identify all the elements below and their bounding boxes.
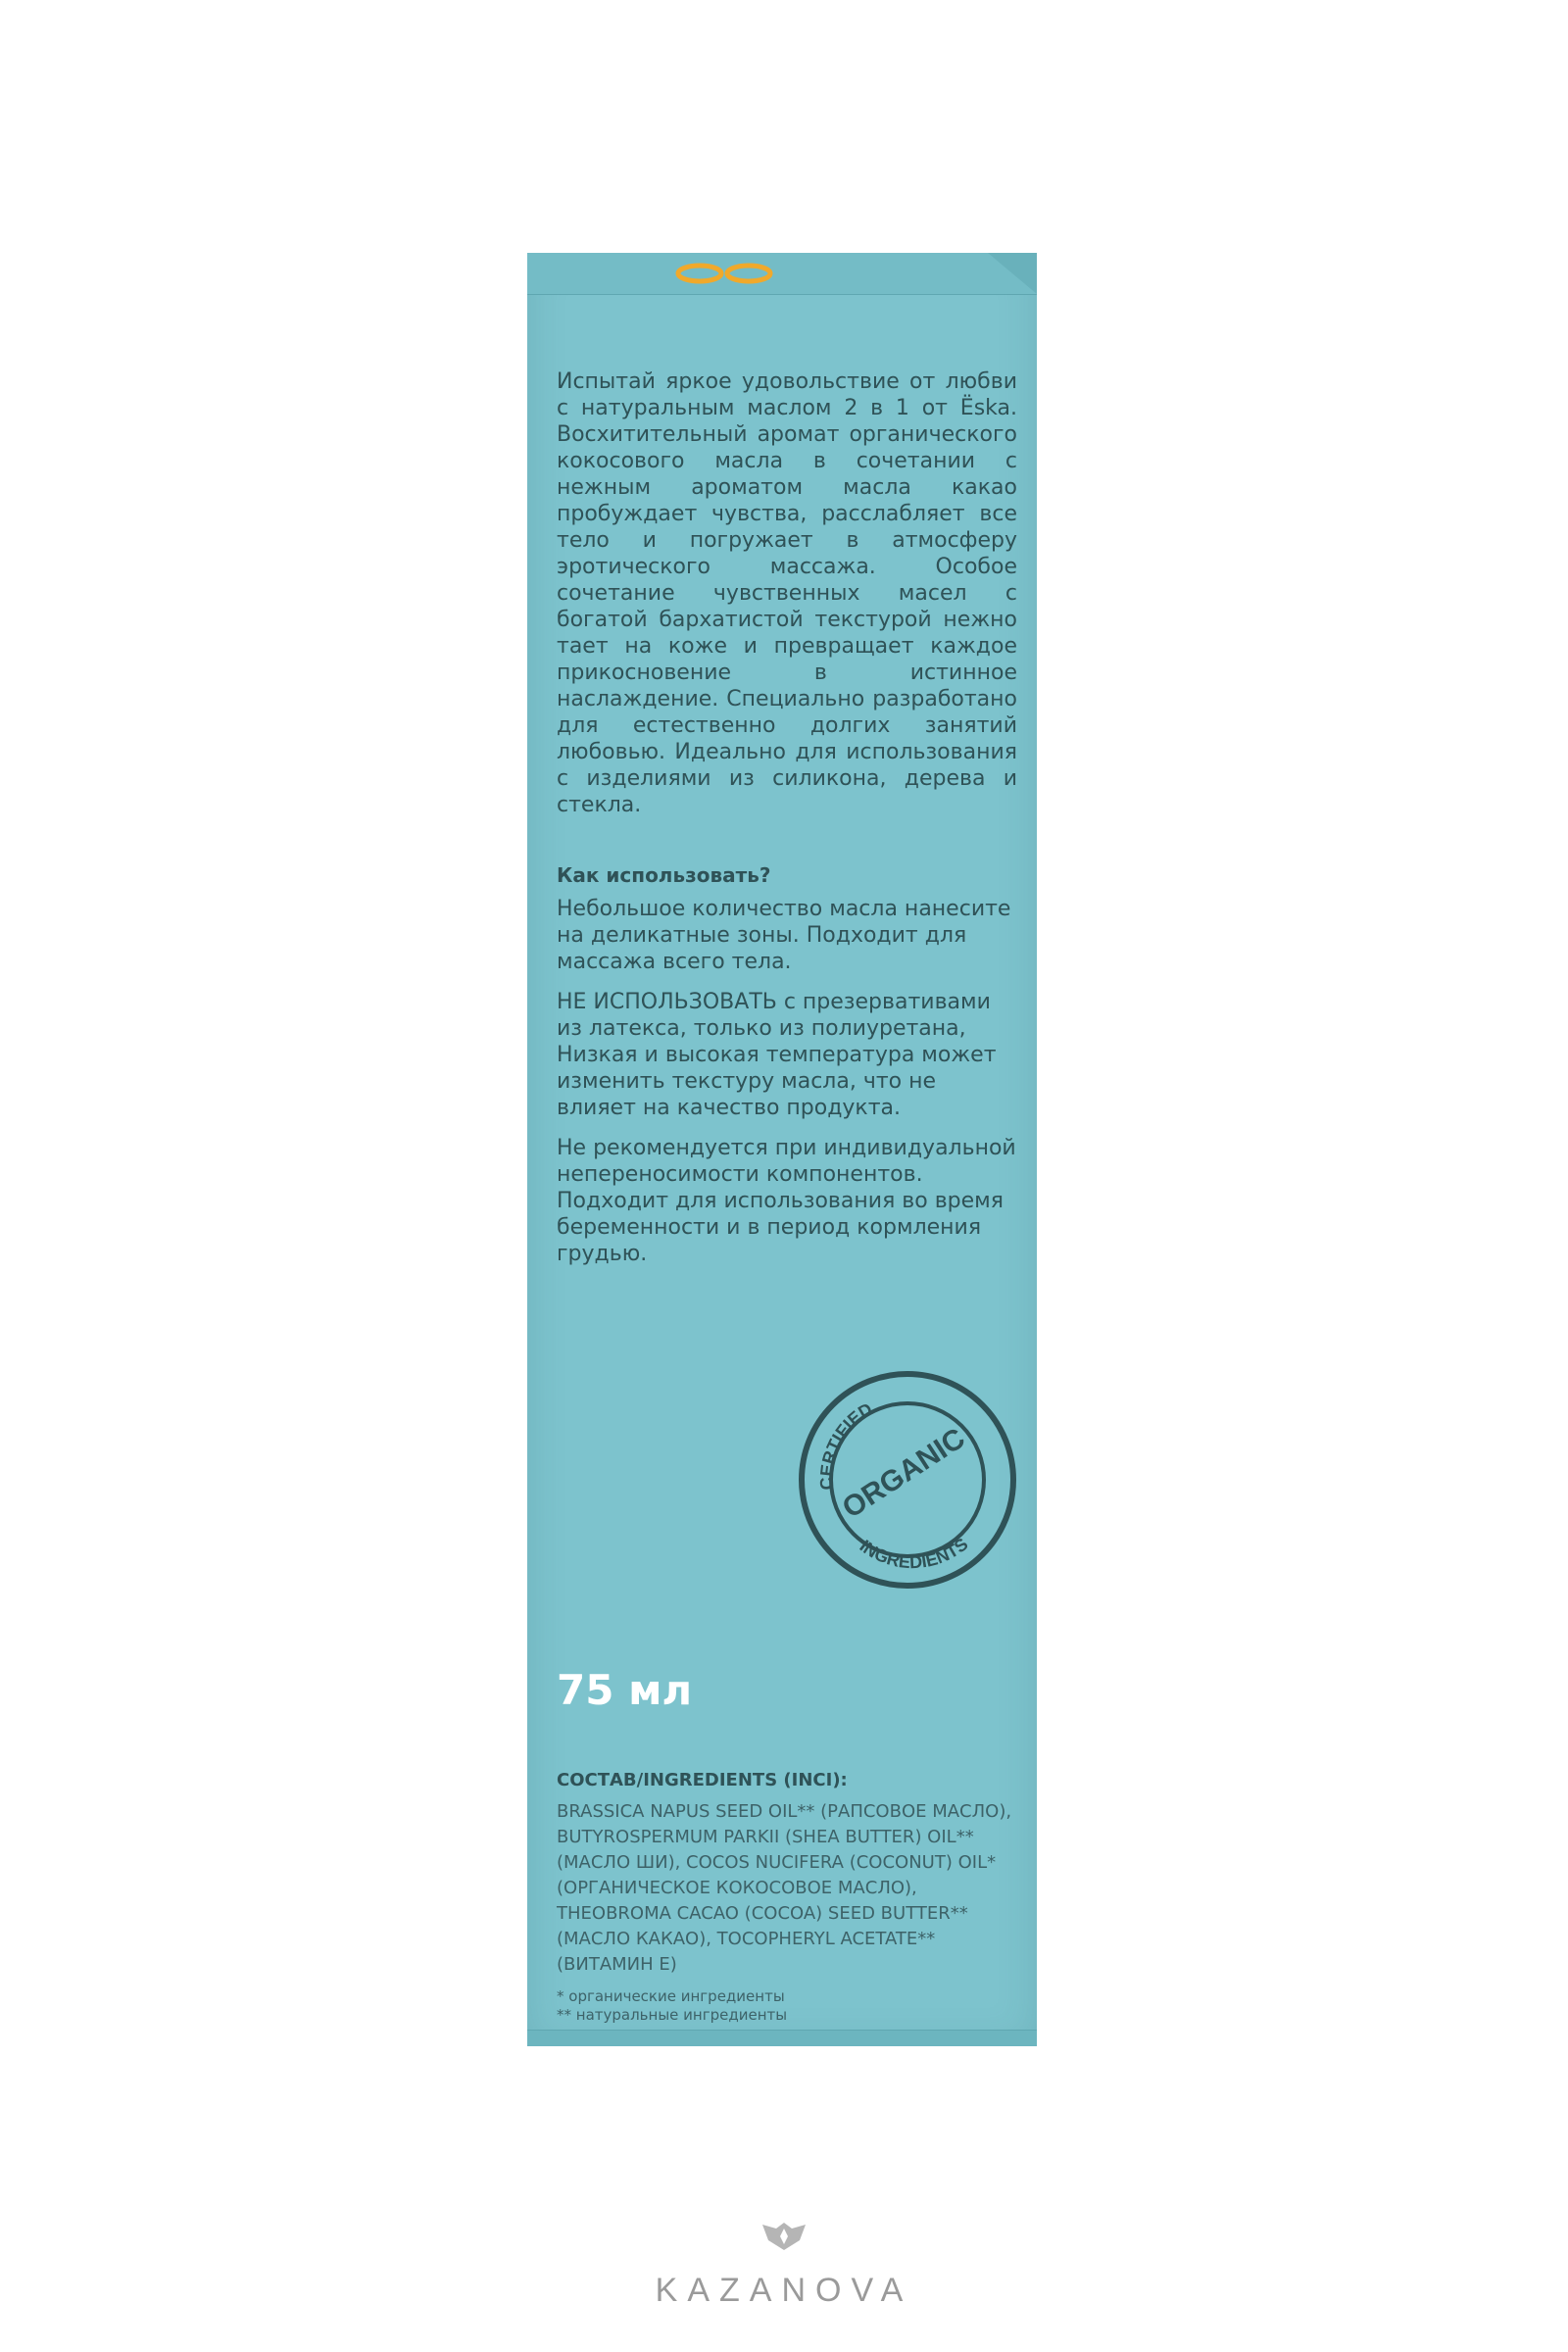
ingredients-notes — [557, 1987, 1017, 2025]
stamp-middle-text: ORGANIC — [836, 1421, 971, 1525]
product-box — [527, 253, 1037, 2046]
contraindication-paragraph: Не рекомендуется при индивидуальной непереносимости компонентов. Подходит для использования во время беременности и в период кормления грудью. — [557, 1136, 1016, 1266]
stamp-top-text: CERTIFIED — [816, 1398, 876, 1491]
warning-paragraph: НЕ ИСПОЛЬЗОВАТЬ с презервативами из латекса, только из полиуретана, Низкая и высокая температура может изменить текстуру масла, что не влияет на качество продукта. — [557, 990, 997, 1120]
natural-note: ** натуральные ингредиенты — [557, 2006, 788, 2024]
product-description: Испытай яркое удовольствие от любви с натуральным маслом 2 в 1 от Ёska. Восхитительный аромат органического кокосового масла в сочетании с нежным ароматом масла какао пробуждает чувства, расслабляет все тело и погружает в атмосферу эротического массажа. Особое сочетание чувственных масел с богатой бархатистой текстурой нежно тает на коже и превращает каждое прикосновение в истинное наслаждение. Специально разработано для естественно долгих занятий любовью. Идеально для использования с изделиями из силикона, дерева и стекла. — [557, 369, 1017, 817]
organic-stamp-icon — [790, 1362, 1025, 1597]
svg-text:INGREDIENTS — [856, 1534, 971, 1572]
how-to-use-section — [557, 896, 1017, 1281]
watermark-logo-icon — [759, 2219, 809, 2254]
svg-text:ORGANIC — [837, 1422, 971, 1525]
how-to-use-paragraph: Небольшое количество масла нанесите на деликатные зоны. Подходит для массажа всего тела. — [557, 897, 1011, 974]
box-bottom-edge — [527, 2030, 1037, 2046]
box-flap — [988, 253, 1037, 294]
stamp-bottom-text: INGREDIENTS — [856, 1534, 972, 1573]
organic-note: * органические ингредиенты — [557, 1987, 785, 2005]
volume-label: 75 мл — [557, 1666, 693, 1714]
ingredients-list: BRASSICA NAPUS SEED OIL** (РАПСОВОЕ МАСЛО), BUTYROSPERMUM PARKII (SHEA BUTTER) OIL**(МАСЛО ШИ), COCOS NUCIFERA (COCONUT) OIL* (ОРГАНИЧЕСКОЕ КОКОСОВОЕ МАСЛО), THEOBROMA CACAO (COCOA) SEED BUTTER**(МАСЛО КАКАО), TOCOPHERYL ACETATE** (ВИТАМИН Е) — [557, 1801, 1012, 1975]
brand-mark-icon — [670, 263, 778, 284]
watermark-text: KAZANOVA — [655, 2272, 913, 2309]
how-to-use-title: Как использовать? — [557, 863, 771, 887]
ingredients-title: СОСТАВ/INGREDIENTS (INCI): — [557, 1770, 848, 1790]
box-top-edge — [527, 253, 1037, 295]
